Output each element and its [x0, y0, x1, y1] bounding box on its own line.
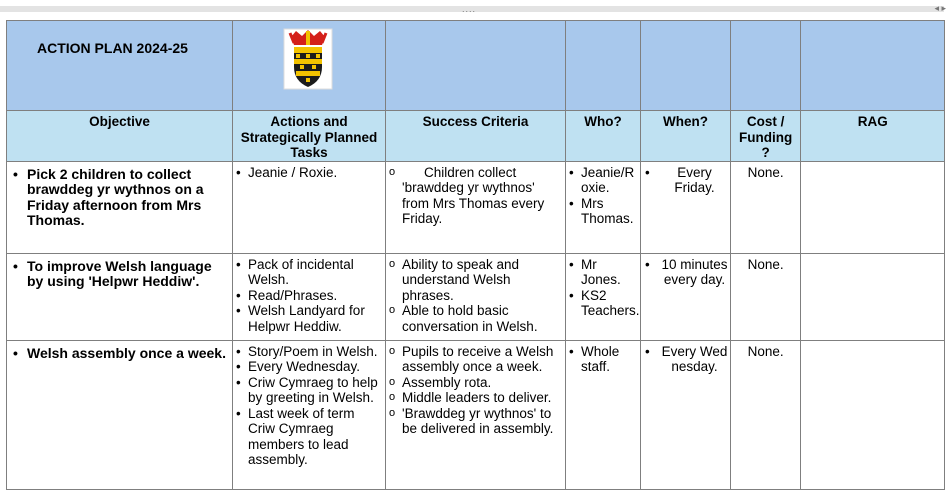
- bullet-icon: •: [13, 344, 18, 361]
- objective-cell: [7, 161, 233, 253]
- bullet-icon: •: [236, 303, 241, 318]
- success-text: Children collect 'brawddeg yr wythnos' from Mrs Thomas every Friday.: [402, 164, 545, 226]
- objective-text: To improve Welsh language by using 'Helpwr Heddiw'.: [27, 257, 212, 289]
- action-text: Jeanie / Roxie.: [248, 164, 338, 180]
- who-text: Mr Jones.: [581, 256, 621, 287]
- header-success-criteria: Success Criteria: [386, 111, 566, 162]
- header-objective: Objective: [7, 111, 233, 162]
- title-cell: [7, 21, 233, 111]
- who-text: Mrs Thomas.: [581, 195, 634, 226]
- objective-text: Welsh assembly once a week.: [27, 344, 226, 361]
- title-row: [7, 21, 945, 111]
- header-row: [7, 111, 945, 162]
- bullet-icon: •: [236, 359, 241, 374]
- list-item: [236, 165, 385, 181]
- list-item: [236, 257, 385, 288]
- when-text: Every Friday.: [674, 164, 715, 195]
- action-text: Last week of term Criw Cymraeg members to lead assembly.: [248, 405, 355, 467]
- circle-bullet-icon: o: [389, 344, 396, 357]
- circle-bullet-icon: o: [389, 391, 396, 403]
- rag-cell[interactable]: [801, 340, 945, 489]
- objective-cell: [7, 253, 233, 340]
- bullet-icon: •: [13, 257, 18, 274]
- list-item: [569, 288, 640, 319]
- table-row: [7, 253, 945, 340]
- list-item: [389, 375, 565, 391]
- crest-cell: [233, 21, 386, 111]
- cost-cell: [731, 253, 801, 340]
- bullet-icon: •: [569, 343, 574, 359]
- bullet-icon: •: [236, 287, 241, 303]
- header-rag: RAG: [801, 111, 945, 162]
- header-actions: Actions and Strategically Planned Tasks: [233, 111, 386, 162]
- title-blank-cell: [566, 21, 641, 111]
- bullet-icon: •: [645, 343, 650, 359]
- success-cell: [386, 161, 566, 253]
- success-cell: [386, 340, 566, 489]
- who-text: Whole staff.: [581, 343, 620, 374]
- when-text: 10 minutes every day.: [661, 256, 728, 287]
- list-item: [569, 165, 640, 196]
- circle-bullet-icon: o: [389, 406, 396, 419]
- list-item: [569, 257, 640, 288]
- who-text: Jeanie/Roxie.: [581, 164, 635, 195]
- rag-cell[interactable]: [801, 161, 945, 253]
- scroll-arrows-icon[interactable]: ◂ ▸: [934, 3, 946, 13]
- cost-cell: [731, 340, 801, 489]
- header-cost: Cost / Funding ?: [731, 111, 801, 162]
- window-top-bar: [0, 0, 948, 16]
- bullet-icon: •: [569, 256, 574, 272]
- success-text: 'Brawddeg yr wythnos' to be delivered in assembly.: [402, 405, 554, 436]
- action-text: Welsh Landyard for Helpwr Heddiw.: [248, 303, 365, 334]
- list-item: [389, 344, 565, 375]
- who-text: KS2 Teachers.: [581, 287, 640, 318]
- bullet-icon: •: [236, 343, 241, 359]
- actions-cell: [233, 253, 386, 340]
- list-item: [236, 303, 385, 334]
- list-item: [236, 406, 385, 468]
- table-row: [7, 340, 945, 489]
- who-cell: [566, 161, 641, 253]
- school-crest-icon: [282, 27, 334, 91]
- action-plan-table: [6, 20, 945, 490]
- when-text: Every Wednesday.: [661, 343, 728, 374]
- bullet-icon: •: [13, 165, 18, 182]
- action-text: Criw Cymraeg to help by greeting in Welsh.: [248, 374, 378, 405]
- rag-cell[interactable]: [801, 253, 945, 340]
- when-cell: [641, 340, 731, 489]
- bullet-icon: •: [236, 256, 241, 272]
- list-item: [389, 390, 565, 406]
- cost-cell: [731, 161, 801, 253]
- success-text: Middle leaders to deliver.: [402, 390, 552, 405]
- who-cell: [566, 253, 641, 340]
- objective-text: Pick 2 children to collect brawddeg yr wythnos on a Friday afternoon from Mrs Thomas.: [27, 165, 204, 228]
- list-item: [236, 359, 385, 375]
- bullet-icon: •: [236, 374, 241, 390]
- table-row: [7, 161, 945, 253]
- list-item: [389, 257, 565, 304]
- bullet-icon: •: [569, 195, 574, 211]
- bullet-icon: •: [236, 405, 241, 421]
- title-blank-cell: [801, 21, 945, 111]
- bullet-icon: •: [645, 164, 650, 180]
- bullet-icon: •: [569, 287, 574, 303]
- bullet-icon: •: [569, 164, 574, 180]
- plan-title: ACTION PLAN 2024-25: [37, 40, 188, 56]
- list-item: [389, 165, 565, 227]
- resize-grip-icon[interactable]: ....: [462, 4, 477, 14]
- action-text: Read/Phrases.: [248, 287, 338, 303]
- list-item: [569, 344, 640, 375]
- circle-bullet-icon: o: [389, 375, 396, 388]
- list-item: [389, 303, 565, 334]
- action-text: Story/Poem in Welsh.: [248, 343, 378, 359]
- title-blank-cell: [386, 21, 566, 111]
- cost-text: None.: [747, 164, 784, 180]
- list-item: [389, 406, 565, 437]
- success-cell: [386, 253, 566, 340]
- actions-cell: [233, 340, 386, 489]
- success-text: Ability to speak and understand Welsh phrases.: [402, 256, 520, 303]
- success-text: Assembly rota.: [402, 374, 492, 390]
- when-cell: [641, 161, 731, 253]
- list-item: [236, 375, 385, 406]
- success-text: Able to hold basic conversation in Welsh.: [402, 303, 538, 334]
- circle-bullet-icon: o: [389, 165, 396, 178]
- title-blank-cell: [731, 21, 801, 111]
- objective-cell: [7, 340, 233, 489]
- action-text: Pack of incidental Welsh.: [248, 256, 354, 287]
- header-when: When?: [641, 111, 731, 162]
- bullet-icon: •: [645, 256, 650, 272]
- action-text: Every Wednesday.: [248, 359, 361, 374]
- success-text: Pupils to receive a Welsh assembly once a week.: [402, 343, 554, 374]
- when-cell: [641, 253, 731, 340]
- circle-bullet-icon: o: [389, 257, 396, 270]
- circle-bullet-icon: o: [389, 304, 396, 316]
- header-who: Who?: [566, 111, 641, 162]
- who-cell: [566, 340, 641, 489]
- list-item: [569, 196, 640, 227]
- cost-text: None.: [747, 256, 784, 272]
- actions-cell: [233, 161, 386, 253]
- list-item: [236, 288, 385, 304]
- bullet-icon: •: [236, 164, 241, 180]
- title-blank-cell: [641, 21, 731, 111]
- list-item: [236, 344, 385, 360]
- cost-text: None.: [747, 343, 784, 359]
